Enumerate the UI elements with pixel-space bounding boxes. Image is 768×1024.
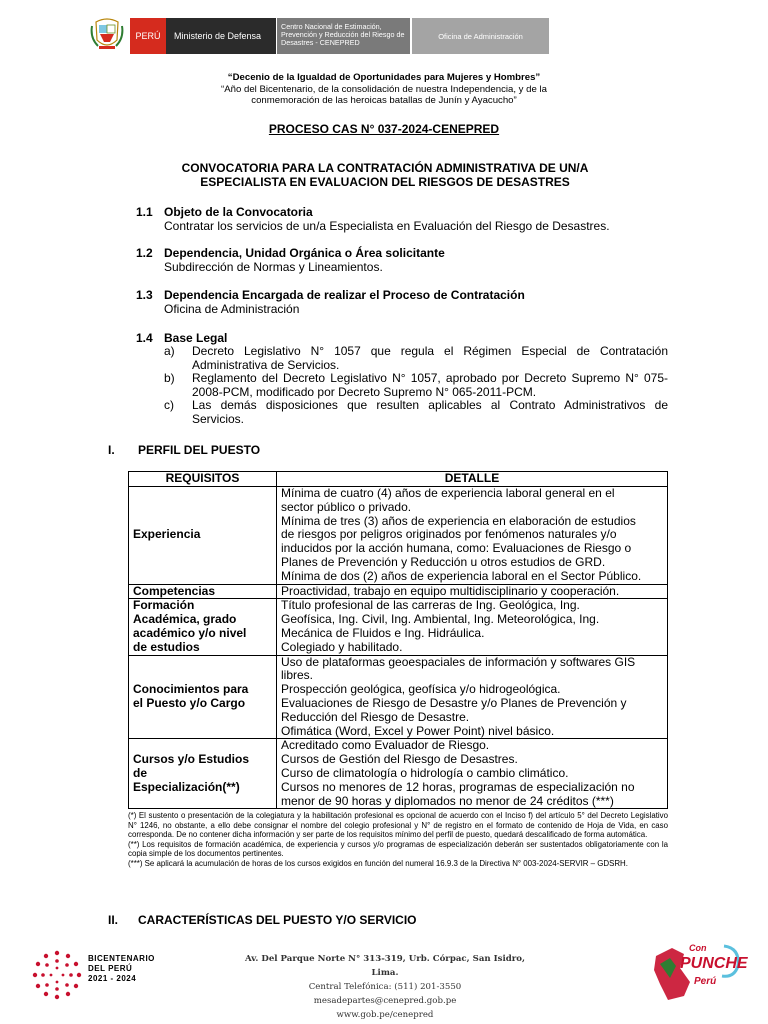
name-line: Académica, grado [133, 612, 237, 627]
requirement-detail [277, 739, 668, 809]
name-line: Cursos y/o Estudios [133, 752, 250, 767]
table-footnotes [128, 811, 668, 869]
perfil-heading [108, 443, 260, 457]
detail-line: sector público o privado. [281, 499, 412, 514]
requirement-detail [277, 487, 668, 585]
heading-number: II. [108, 913, 119, 927]
list-marker: c) [164, 398, 174, 412]
detail-line: Acreditado como Evaluador de Riesgo. [281, 738, 490, 753]
punche-text: PUNCHE [680, 955, 748, 972]
detail-line: Planes de Prevención y Reducción u otros estudios de GRD. [281, 554, 606, 569]
list-marker: b) [164, 371, 175, 385]
table-row [129, 487, 668, 585]
section-heading: Dependencia, Unidad Orgánica o Área solicitante [164, 246, 445, 260]
process-title: PROCESO CAS N° 037-2024-CENEPRED [268, 122, 500, 136]
section-heading: Base Legal [164, 331, 228, 345]
detail-line: Evaluaciones de Riesgo de Desastre y/o Planes de Prevención y [281, 695, 627, 710]
section-objeto [136, 205, 676, 233]
name-line: de estudios [133, 639, 200, 654]
heading-number: I. [108, 443, 115, 457]
footnote: (***) Se aplicará la acumulación de horas de los cursos exigidos en función del numeral 16.9.3 de la Directiva N° 003-2024-SERVIR – GDSRH. [128, 858, 628, 868]
footnote: (*) El sustento o presentación de la colegiatura y la habilitación profesional es opcional de acuerdo con el Inciso f) del artículo 5° del Decreto Legislativo N° 1246, no obstante, a ello debe consignar el nombre del colegio profesional y N° de registro en el formato de contenido de Hoja de Vida, en caso corresponda. De no contener dicha información y ser parte de los requisitos mínimo del perfil de puesto, quedará descalificado de forma automática. [128, 811, 668, 840]
caracteristicas-heading [108, 913, 417, 927]
call-title [150, 162, 620, 189]
requirement-name [129, 739, 277, 809]
header-ministerio: Ministerio de Defensa [166, 18, 276, 54]
peru-coat-of-arms-icon [90, 16, 124, 54]
detail-line: Curso de climatología o hidrología o cambio climático. [281, 765, 569, 780]
list-text: Las demás disposiciones que resulten aplicables al Contrato Administrativos de Servicios. [192, 398, 668, 426]
requirement-detail [277, 655, 668, 739]
table-row [129, 739, 668, 809]
detail-line: menor de 90 horas y diplomados no menor de 24 créditos (***) [281, 793, 614, 808]
requirement-detail [277, 584, 668, 599]
table-header-row [129, 472, 668, 487]
detail-line: Uso de plataformas geoespaciales de información y softwares GIS [281, 654, 636, 669]
footer-email[interactable]: mesadepartes@cenepred.gob.pe [313, 996, 457, 1006]
section-dependencia [136, 246, 676, 274]
detail-line: Título profesional de las carreras de Ing. Geológica, Ing. [281, 598, 580, 613]
bicentenario-text [88, 954, 155, 984]
detail-line: libres. [281, 668, 314, 683]
header-cenepred: Centro Nacional de Estimación, Prevención y Reducción del Riesgo de Desastres - CENEPRED [277, 18, 410, 54]
footer-website[interactable]: www.gob.pe/cenepred [336, 1010, 434, 1020]
detail-line: Colegiado y habilitado. [281, 639, 403, 654]
name-line: académico y/o nivel [133, 625, 247, 640]
detail-line: Proactividad, trabajo en equipo multidisciplinario y cooperación. [281, 583, 620, 598]
detail-line: Mínima de tres (3) años de experiencia en elaboración de estudios [281, 513, 636, 528]
section-number: 1.1 [136, 205, 153, 219]
detail-line: Reducción del Riesgo de Desastre. [281, 709, 470, 724]
detail-line: Cursos de Gestión del Riesgo de Desastres. [281, 752, 518, 767]
list-text: Reglamento del Decreto Legislativo N° 1057, aprobado por Decreto Supremo N° 075-2008-PCM, modificado por Decreto Supremo N° 065-2011-PCM. [192, 371, 668, 399]
section-number: 1.4 [136, 331, 153, 345]
detail-line: Mecánica de Fluidos e Ing. Hidráulica. [281, 625, 485, 640]
call-title-line-1: CONVOCATORIA PARA LA CONTRATACIÓN ADMINISTRATIVA DE UN/A [181, 161, 589, 175]
bicentenario-line: DEL PERÚ [88, 964, 133, 973]
heading-text: CARACTERÍSTICAS DEL PUESTO Y/O SERVICIO [138, 913, 417, 927]
detail-line: Mínima de cuatro (4) años de experiencia laboral general en el [281, 486, 615, 500]
requirement-name: Experiencia [129, 487, 277, 585]
list-text: Decreto Legislativo N° 1057 que regula el Régimen Especial de Contratación Administrativa de Servicios. [192, 344, 668, 372]
list-item [164, 372, 668, 399]
footer-phone: Central Telefónica: (511) 201-3550 [308, 982, 462, 992]
section-body: Contratar los servicios de un/a Especialista en Evaluación del Riesgo de Desastres. [164, 219, 610, 233]
requirement-name [129, 599, 277, 655]
bicentenario-line: BICENTENARIO [88, 954, 155, 963]
decenio-line: “Decenio de la Igualdad de Oportunidades para Mujeres y Hombres” [227, 72, 541, 83]
table-row [129, 599, 668, 655]
detail-line: Ofimática (Word, Excel y Power Point) nivel básico. [281, 723, 555, 738]
detail-line: Prospección geológica, geofísica y/o hidrogeológica. [281, 682, 561, 697]
anio-line-2: conmemoración de las heroicas batallas de Junín y Ayacucho” [251, 95, 517, 106]
detail-line: inducidos por la acción humana, como: Evaluaciones de Riesgo o [281, 541, 632, 556]
column-header: REQUISITOS [129, 472, 277, 487]
requirement-detail [277, 599, 668, 655]
name-line: Formación [133, 598, 195, 613]
footnote: (**) Los requisitos de formación académica, de experiencia y cursos y/o programas de especialización deberán ser sustentados obligatoriamente con la copia simple de los documentos pertinentes. [128, 839, 668, 859]
section-encargada [136, 288, 676, 316]
footer-contact [230, 952, 540, 1022]
punche-text: Perú [694, 976, 717, 987]
section-number: 1.2 [136, 246, 153, 260]
section-body: Oficina de Administración [164, 302, 300, 316]
anio-line: “Año del Bicentenario, de la consolidación de nuestra Independencia, y de la [221, 83, 547, 95]
list-marker: a) [164, 344, 175, 358]
bicentenario-line: 2021 - 2024 [88, 974, 137, 983]
base-legal-list [164, 345, 668, 426]
header-oficina: Oficina de Administración [412, 18, 549, 54]
name-line: Especialización(**) [133, 779, 240, 794]
section-body: Subdirección de Normas y Lineamientos. [164, 260, 383, 274]
table-row [129, 655, 668, 739]
requirement-name [129, 655, 277, 739]
section-base-legal [136, 331, 676, 345]
column-header: DETALLE [277, 472, 668, 487]
name-line: Conocimientos para [133, 682, 249, 697]
detail-line: Cursos no menores de 12 horas, programas de especialización no [281, 779, 635, 794]
name-line: el Puesto y/o Cargo [133, 695, 246, 710]
bicentenario-logo-icon [30, 948, 84, 1002]
requirements-table [128, 471, 668, 809]
header-peru: PERÚ [130, 18, 166, 54]
year-slogan [0, 72, 768, 107]
section-heading: Dependencia Encargada de realizar el Proceso de Contratación [164, 288, 525, 302]
name-line: de [133, 765, 148, 780]
footer-address: Av. Del Parque Norte N° 313-319, Urb. Córpac, San Isidro, Lima. [244, 954, 526, 978]
detail-line: Geofísica, Ing. Civil, Ing. Ambiental, Ing. Meteorológica, Ing. [281, 612, 600, 627]
section-heading: Objeto de la Convocatoria [164, 205, 313, 219]
call-title-line-2: ESPECIALISTA EN EVALUACION DEL RIESGOS DE DESASTRES [200, 174, 570, 189]
heading-text: PERFIL DEL PUESTO [138, 443, 261, 457]
punche-text: Con [689, 943, 707, 953]
section-number: 1.3 [136, 288, 153, 302]
detail-line: de riesgos por peligros originados por fenómenos naturales y/o [281, 527, 617, 542]
list-item [164, 399, 668, 426]
requirement-name: Competencias [129, 584, 277, 599]
table-row [129, 584, 668, 599]
detail-line: Mínima de dos (2) años de experiencia laboral en el Sector Público. [281, 568, 642, 583]
list-item [164, 345, 668, 372]
